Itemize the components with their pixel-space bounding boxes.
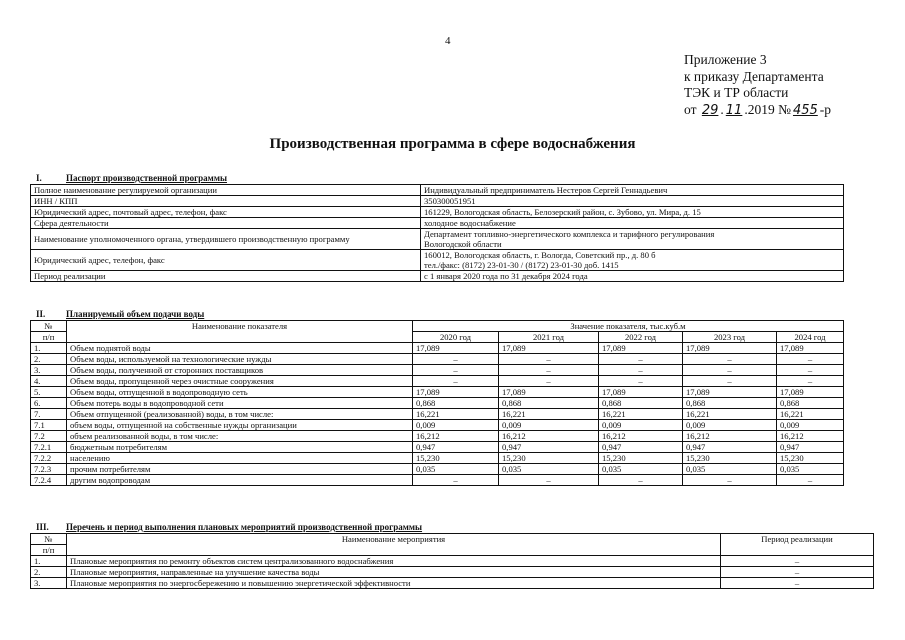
row-value: 17,089 [599, 343, 683, 354]
passport-row [31, 196, 844, 207]
row-value: 0,035 [499, 464, 599, 475]
row-number: 7.2.3 [31, 464, 67, 475]
passport-value-line: 160012, Вологодская область, г. Вологда, Советский пр., д. 80 б [424, 250, 656, 260]
measure-row [31, 567, 874, 578]
row-value: 17,089 [777, 387, 844, 398]
row-value: 0,868 [777, 398, 844, 409]
row-name: населению [67, 453, 413, 464]
table-row [31, 475, 844, 486]
row-value: – [777, 365, 844, 376]
row-value: 0,009 [599, 420, 683, 431]
col-num-header2: п/п [31, 332, 67, 343]
row-value: 0,009 [499, 420, 599, 431]
section3-number: III. [36, 522, 49, 532]
row-number: 4. [31, 376, 67, 387]
passport-label: ИНН / КПП [31, 196, 421, 207]
measure-number: 3. [31, 578, 67, 589]
passport-row [31, 271, 844, 282]
row-name: Объем воды, полученной от сторонних поставщиков [67, 365, 413, 376]
row-number: 7.1 [31, 420, 67, 431]
table-row [31, 398, 844, 409]
row-value: 17,089 [683, 343, 777, 354]
passport-label: Наименование уполномоченного органа, утвердившего производственную программу [31, 229, 421, 250]
annex-block [684, 52, 831, 119]
row-value: 0,947 [413, 442, 499, 453]
t3-col-period-header: Период реализации [721, 534, 874, 556]
passport-label: Юридический адрес, почтовый адрес, телефон, факс [31, 207, 421, 218]
row-value: 16,212 [777, 431, 844, 442]
row-value: – [683, 365, 777, 376]
row-value: – [413, 475, 499, 486]
row-value: – [499, 376, 599, 387]
row-name: объем воды, отпущенной на собственные нужды организации [67, 420, 413, 431]
annex-suffix: -р [819, 101, 832, 117]
annex-number: 455 [792, 102, 818, 118]
row-number: 7.2.4 [31, 475, 67, 486]
row-value: 17,089 [413, 387, 499, 398]
table-row [31, 464, 844, 475]
col-name-header: Наименование показателя [67, 321, 413, 343]
passport-row [31, 250, 844, 271]
row-value: 16,221 [599, 409, 683, 420]
row-number: 2. [31, 354, 67, 365]
t3-col-num-header: № [31, 534, 67, 545]
page-number: 4 [445, 35, 451, 47]
row-name: Объем поднятой воды [67, 343, 413, 354]
passport-value [421, 250, 844, 271]
annex-date-prefix: от [684, 101, 697, 117]
table-row [31, 420, 844, 431]
annex-year: .2019 № [744, 101, 791, 117]
annex-date-line: от 29 . 11 .2019 № 455 -р [684, 101, 832, 118]
year-header: 2021 год [499, 332, 599, 343]
col-num-label: № [44, 321, 53, 331]
row-number: 7.2.2 [31, 453, 67, 464]
row-value: 15,230 [777, 453, 844, 464]
year-header: 2023 год [683, 332, 777, 343]
row-name: объем реализованной воды, в том числе: [67, 431, 413, 442]
passport-value [421, 218, 844, 229]
row-value: 0,035 [599, 464, 683, 475]
annex-day: 29 [701, 102, 719, 118]
row-name: Объем воды, отпущенной в водопроводную сеть [67, 387, 413, 398]
row-value: 15,230 [599, 453, 683, 464]
row-name: Объем потерь воды в водопроводной сети [67, 398, 413, 409]
row-value: – [599, 376, 683, 387]
row-value: 16,221 [499, 409, 599, 420]
row-value: 16,221 [777, 409, 844, 420]
table-row [31, 343, 844, 354]
row-value: – [499, 354, 599, 365]
row-value: 16,221 [413, 409, 499, 420]
row-number: 7.2 [31, 431, 67, 442]
row-value: 0,868 [413, 398, 499, 409]
section3-heading [36, 522, 422, 532]
row-value: – [683, 376, 777, 387]
section1-title: Паспорт производственной программы [66, 173, 227, 183]
document-title: Производственная программа в сфере водоснабжения [269, 136, 636, 152]
row-value: 16,212 [599, 431, 683, 442]
passport-row [31, 185, 844, 196]
row-value: – [777, 475, 844, 486]
table-row [31, 365, 844, 376]
row-number: 7.2.1 [31, 442, 67, 453]
section1-heading [36, 173, 227, 183]
row-value: – [499, 475, 599, 486]
annex-line3: ТЭК и ТР области [684, 85, 789, 100]
row-name: Объем отпущенной (реализованной) воды, в том числе: [67, 409, 413, 420]
row-value: 0,868 [499, 398, 599, 409]
t3-col-name-header: Наименование мероприятия [67, 534, 721, 556]
row-value: 17,089 [499, 387, 599, 398]
table-row [31, 376, 844, 387]
passport-label: Сфера деятельности [31, 218, 421, 229]
row-value: 15,230 [499, 453, 599, 464]
row-value: – [683, 475, 777, 486]
row-value: 0,009 [683, 420, 777, 431]
passport-value-line: 350300051951 [424, 196, 476, 206]
section1-number: I. [36, 173, 42, 183]
measures-table [30, 533, 874, 589]
row-value: – [777, 376, 844, 387]
t3-col-num-header2: п/п [31, 545, 67, 556]
passport-value [421, 271, 844, 282]
row-value: 0,009 [413, 420, 499, 431]
section3-title: Перечень и период выполнения плановых мероприятий производственной программы [66, 522, 423, 532]
table-row [31, 409, 844, 420]
row-value: 17,089 [777, 343, 844, 354]
row-value: 17,089 [599, 387, 683, 398]
measure-name: Плановые мероприятия по энергосбережению и повышению энергетической эффективности [67, 578, 721, 589]
row-value: 16,212 [499, 431, 599, 442]
row-value: 16,212 [683, 431, 777, 442]
measure-row [31, 578, 874, 589]
passport-row [31, 218, 844, 229]
passport-row [31, 207, 844, 218]
passport-value-line: холодное водоснабжение [424, 218, 516, 228]
water-volume-table [30, 320, 844, 486]
passport-table [30, 184, 844, 282]
row-name: прочим потребителям [67, 464, 413, 475]
row-value: – [413, 365, 499, 376]
row-value: 0,035 [777, 464, 844, 475]
annex-line2: к приказу Департамента [684, 68, 824, 84]
row-value: 0,035 [683, 464, 777, 475]
row-value: 0,868 [599, 398, 683, 409]
row-value: 17,089 [683, 387, 777, 398]
passport-value-line: Индивидуальный предприниматель Нестеров Сергей Геннадьевич [424, 185, 668, 195]
row-number: 5. [31, 387, 67, 398]
row-value: – [599, 475, 683, 486]
row-value: 0,009 [777, 420, 844, 431]
measure-number: 1. [31, 556, 67, 567]
row-value: – [599, 365, 683, 376]
annex-line1: Приложение 3 [684, 52, 767, 67]
row-value: – [413, 354, 499, 365]
row-value: 0,947 [599, 442, 683, 453]
table-row [31, 387, 844, 398]
section2-title: Планируемый объем подачи воды [66, 309, 205, 319]
row-name: другим водопроводам [67, 475, 413, 486]
measure-period: – [721, 567, 874, 578]
row-number: 6. [31, 398, 67, 409]
row-number: 1. [31, 343, 67, 354]
row-value: 17,089 [413, 343, 499, 354]
row-value: – [413, 376, 499, 387]
row-value: 16,221 [683, 409, 777, 420]
year-header: 2020 год [413, 332, 499, 343]
measure-number: 2. [31, 567, 67, 578]
annex-month: 11 [725, 102, 743, 118]
year-header: 2024 год [777, 332, 844, 343]
passport-value [421, 185, 844, 196]
passport-label: Юридический адрес, телефон, факс [31, 250, 421, 271]
passport-value-line2: Вологодской области [424, 239, 502, 249]
measure-row [31, 556, 874, 567]
row-value: 16,212 [413, 431, 499, 442]
measure-name: Плановые мероприятия, направленные на улучшение качества воды [67, 567, 721, 578]
col-num-header [31, 321, 67, 332]
row-value: 15,230 [413, 453, 499, 464]
passport-value [421, 196, 844, 207]
table-row [31, 442, 844, 453]
row-number: 3. [31, 365, 67, 376]
row-value: 0,947 [777, 442, 844, 453]
row-value: – [599, 354, 683, 365]
section2-number: II. [36, 309, 46, 319]
measure-name: Плановые мероприятия по ремонту объектов систем централизованного водоснабжения [67, 556, 721, 567]
row-value: 15,230 [683, 453, 777, 464]
row-value: – [499, 365, 599, 376]
section2-heading [36, 309, 204, 319]
measure-period: – [721, 578, 874, 589]
measure-period: – [721, 556, 874, 567]
table-row [31, 431, 844, 442]
passport-value-line2: тел./факс: (8172) 23-01-30 / (8172) 23-01-30 доб. 1415 [424, 260, 619, 270]
row-value: – [777, 354, 844, 365]
row-name: Объем воды, используемой на технологические нужды [67, 354, 413, 365]
row-value: – [683, 354, 777, 365]
row-name: Объем воды, пропущенной через очистные сооружения [67, 376, 413, 387]
passport-label: Полное наименование регулируемой организации [31, 185, 421, 196]
row-value: 0,947 [683, 442, 777, 453]
passport-value-line: с 1 января 2020 года по 31 декабря 2024 года [424, 271, 588, 281]
passport-value-line: 161229, Вологодская область, Белозерский район, с. Зубово, ул. Мира, д. 15 [424, 207, 701, 217]
passport-value [421, 229, 844, 250]
row-number: 7. [31, 409, 67, 420]
row-value: 0,868 [683, 398, 777, 409]
passport-value-line: Департамент топливно-энергетического комплекса и тарифного регулирования [424, 229, 715, 239]
row-value: 0,035 [413, 464, 499, 475]
passport-row [31, 229, 844, 250]
passport-label: Период реализации [31, 271, 421, 282]
year-header: 2022 год [599, 332, 683, 343]
table-row [31, 354, 844, 365]
passport-value [421, 207, 844, 218]
table-row [31, 453, 844, 464]
col-value-header: Значение показателя, тыс.куб.м [413, 321, 844, 332]
row-name: бюджетным потребителям [67, 442, 413, 453]
row-value: 0,947 [499, 442, 599, 453]
row-value: 17,089 [499, 343, 599, 354]
